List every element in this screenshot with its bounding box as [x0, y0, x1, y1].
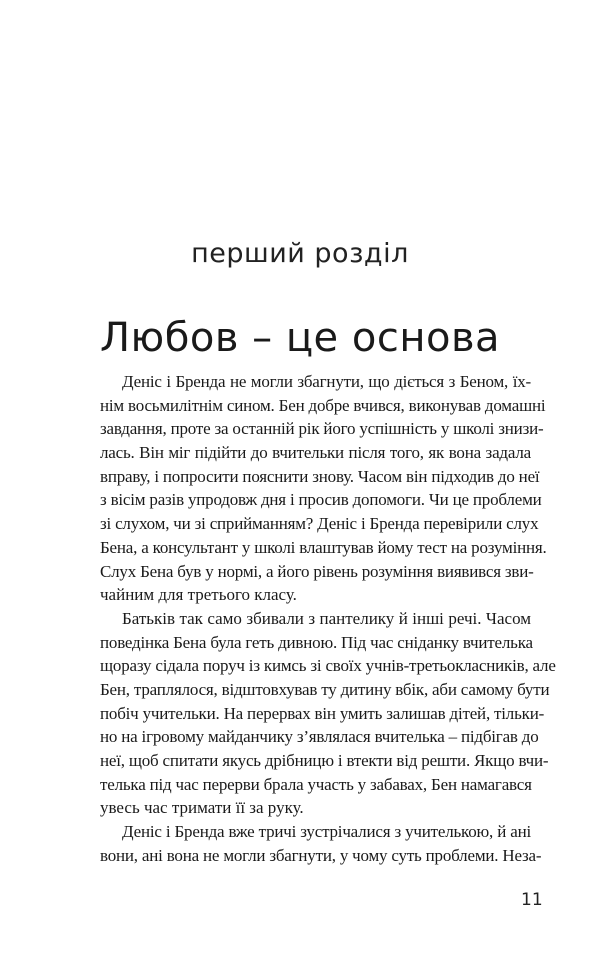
text-line: побіч учительки. На перервах він умить залишав дітей, тільки- [100, 703, 545, 723]
text-line: неї, щоб спитати якусь дрібницю і втекти від решти. Якщо вчи- [100, 751, 549, 770]
paragraph [100, 607, 556, 820]
text-line: нім восьмилітнім сином. Бен добре вчився, виконував домашні [100, 395, 546, 415]
text-line: Батьків так само збивали з пантелику й інші речі. Часом [122, 608, 531, 628]
text-line: вправу, і попросити пояснити знову. Часом він підходив до неї [100, 466, 540, 486]
text-line: з вісім разів упродовж дня і просив допомоги. Чи це проблеми [100, 490, 542, 510]
paragraph [100, 820, 542, 867]
text-line: щоразу сідала поруч із кимсь зі своїх учнів-третьокласників, але [100, 656, 556, 676]
text-line: поведінка Бена була геть дивною. Під час сніданку вчителька [100, 632, 533, 652]
text-line: телька під час перерви брала участь у забавах, Бен намагався [100, 774, 532, 794]
chapter-label: перший розділ [191, 238, 409, 269]
text-line: Бена, а консультант у школі влаштував йому тест на розуміння. [100, 537, 547, 557]
text-line: но на ігровому майданчику з’являлася вчителька – підбігав до [100, 727, 539, 747]
paragraph [100, 370, 547, 607]
text-line: завдання, проте за останній рік його успішність у школі знизи- [100, 419, 544, 439]
text-line: чайним для третього класу. [100, 585, 297, 605]
body-text [100, 370, 556, 867]
page-number: 11 [521, 890, 543, 910]
text-line: Деніс і Бренда не могли збагнути, що діється з Беном, їх- [122, 372, 531, 391]
chapter-title: Любов – це основа [99, 315, 501, 361]
text-line: вони, ані вона не могли збагнути, у чому суть проблеми. Неза- [100, 845, 542, 865]
text-line: зі слухом, чи зі сприйманням? Деніс і Бренда перевірили слух [100, 514, 539, 534]
text-line: лась. Він міг підійти до вчительки після того, як вона задала [100, 443, 531, 463]
text-line: Слух Бена був у нормі, а його рівень розуміння виявився зви- [100, 561, 534, 581]
text-line: Бен, траплялося, відштовхував ту дитину вбік, аби самому бути [100, 679, 550, 699]
text-line: увесь час тримати її за руку. [100, 798, 304, 818]
text-line: Деніс і Бренда вже тричі зустрічалися з учителькою, й ані [122, 822, 531, 842]
